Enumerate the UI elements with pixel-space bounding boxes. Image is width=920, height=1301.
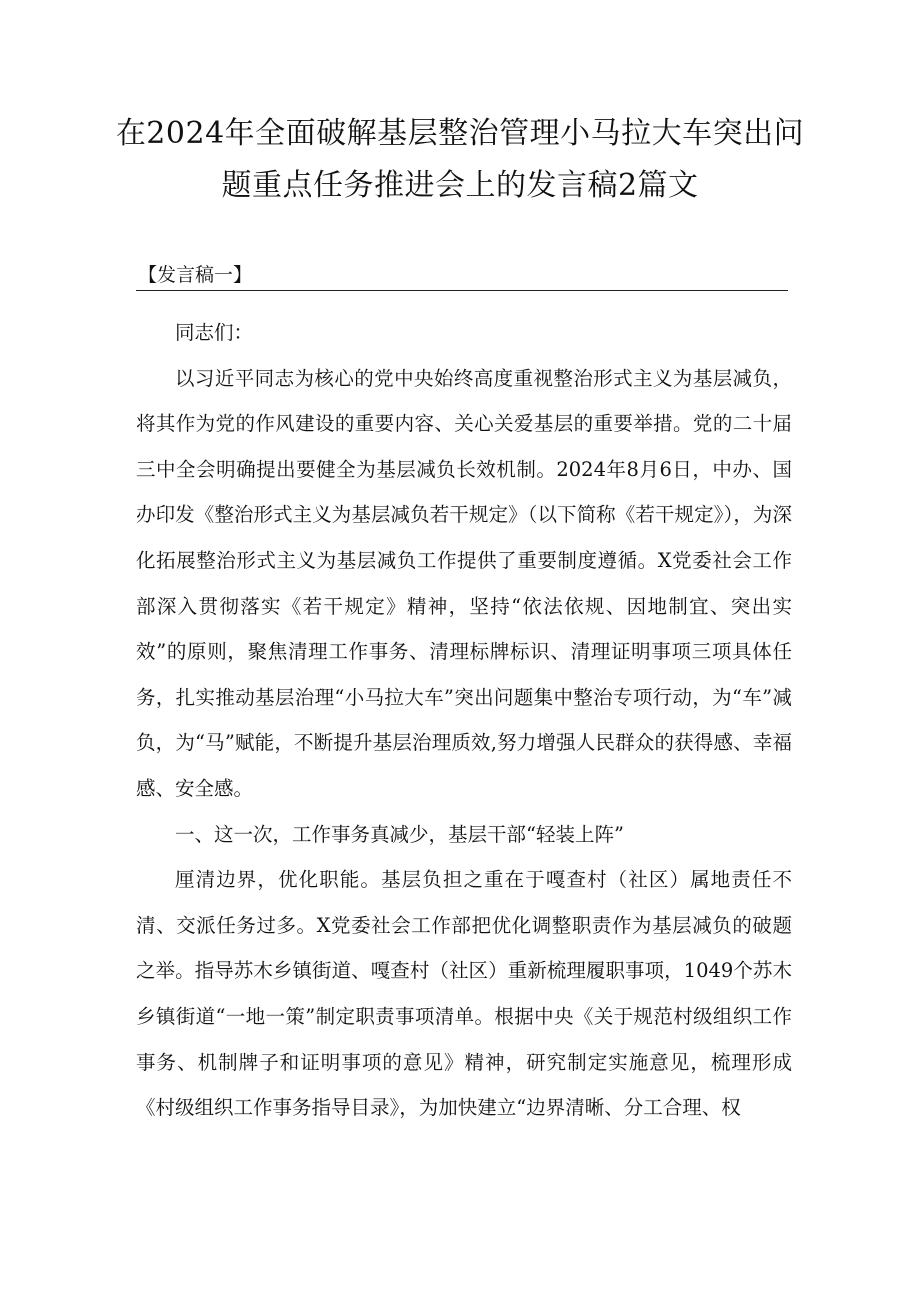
document-title: 在2024年全面破解基层整治管理小马拉大车突出问题重点任务推进会上的发言稿2篇文 xyxy=(115,116,805,203)
section-heading-one: 一、这一次，工作事务真减少，基层干部“轻装上阵” xyxy=(175,822,624,846)
body-paragraph-section-one: 厘清边界，优化职能。基层负担之重在于嘎查村（社区）属地责任不清、交派任务过多。X党委社会工作部把优化调整职责作为基层减负的破题之举。指导苏木乡镇街道、嘎查村（社区）重新梳理履职事项，1049个苏木乡镇街道“一地一策”制定职责事项清单。根据中央《关于规范村级组织工作事务、机制牌子和证明事项的意见》精神，研究制定实施意见，梳理形成《村级组织工作事务指导目录》，为加快建立“边界清晰、分工合理、权 xyxy=(136,868,792,1120)
body-paragraph-intro: 以习近平同志为核心的党中央始终高度重视整治形式主义为基层减负，将其作为党的作风建设的重要内容、关心关爱基层的重要举措。党的二十届三中全会明确提出要健全为基层减负长效机制。2024年8月6日，中办、国办印发《整治形式主义为基层减负若干规定》（以下简称《若干规定》），为深化拓展整治形式主义为基层减负工作提供了重要制度遵循。X党委社会工作部深入贯彻落实《若干规定》精神，坚持“依法依规、因地制宜、突出实效”的原则，聚焦清理工作事务、清理标牌标识、清理证明事项三项具体任务，扎实推动基层治理“小马拉大车”突出问题集中整治专项行动，为“车”减负，为“马”赋能，不断提升基层治理质效,努力增强人民群众的获得感、幸福感、安全感。 xyxy=(136,366,792,800)
salutation-paragraph: 同志们： xyxy=(175,321,254,344)
document-body xyxy=(136,310,792,1131)
section-divider xyxy=(136,290,788,291)
section-label: 【发言稿一】 xyxy=(138,264,253,286)
